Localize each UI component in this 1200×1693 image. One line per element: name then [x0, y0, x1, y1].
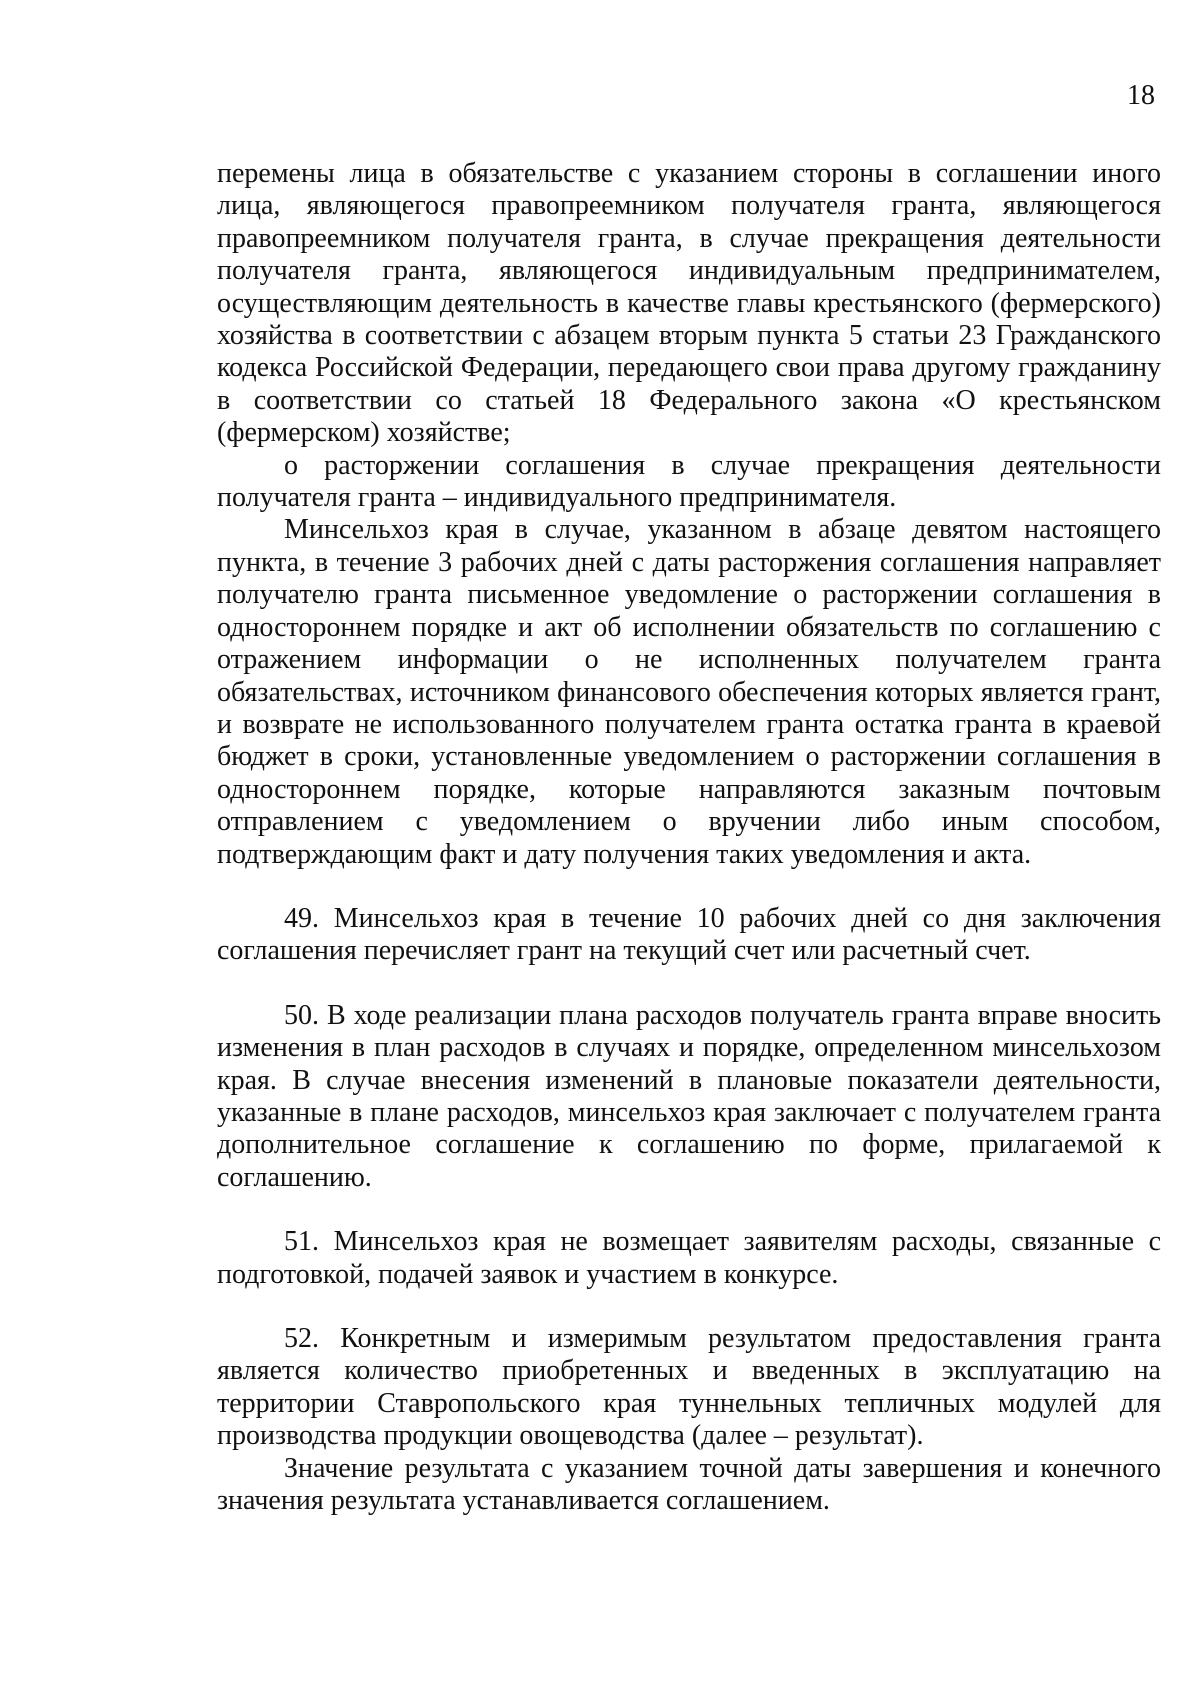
- page-number: 18: [1127, 80, 1155, 111]
- paragraph-item-51: 51. Минсельхоз края не возмещает заявителям расходы, связанные с подготовкой, подачей заявок и участием в конкурсе.: [217, 1226, 1161, 1290]
- paragraph-item-49: 49. Минсельхоз края в течение 10 рабочих дней со дня заключения соглашения перечисляет грант на текущий счет или расчетный счет.: [217, 902, 1161, 967]
- paragraph-item-52: 52. Конкретным и измеримым результатом предоставления гранта является количество приобретенных и введенных в эксплуатацию на территории Ставропольского края туннельных тепличных модулей для производства продукции овощеводства (далее – результат).: [217, 1323, 1161, 1452]
- paragraph-gap: [217, 871, 1161, 903]
- document-body: [217, 158, 1161, 1517]
- paragraph-gap: [217, 968, 1161, 1000]
- paragraph-termination-notice: о расторжении соглашения в случае прекращения деятельности получателя гранта – индивидуального предпринимателя.: [217, 449, 1161, 514]
- paragraph-continuation: перемены лица в обязательстве с указанием стороны в соглашении иного лица, являющегося правопреемником получателя гранта, являющегося правопреемником получателя гранта, в случае прекращения деятельности получателя гранта, являющегося индивидуальным предпринимателем, осуществляющим деятельность в качестве главы крестьянского (фермерского) хозяйства в соответствии с абзацем вторым пункта 5 статьи 23 Гражданского кодекса Российской Федерации, передающего свои права другому гражданину в соответствии со статьей 18 Федерального закона «О крестьянском (фермерском) хозяйстве;: [217, 158, 1161, 449]
- paragraph-gap: [217, 1291, 1161, 1323]
- paragraph-item-50: 50. В ходе реализации плана расходов получатель гранта вправе вносить изменения в план расходов в случаях и порядке, определенном минсельхозом края. В случае внесения изменений в плановые показатели деятельности, указанные в плане расходов, минсельхоз края заключает с получателем гранта дополнительное соглашение к соглашению по форме, прилагаемой к соглашению.: [217, 999, 1161, 1193]
- paragraph-gap: [217, 1194, 1161, 1226]
- paragraph-result-value: Значение результата с указанием точной даты завершения и конечного значения результата устанавливается соглашением.: [217, 1452, 1161, 1517]
- paragraph-ministry-notification: Минсельхоз края в случае, указанном в абзаце девятом настоящего пункта, в течение 3 рабочих дней с даты расторжения соглашения направляет получателю гранта письменное уведомление о расторжении соглашения в одностороннем порядке и акт об исполнении обязательств по соглашению с отражением информации о не исполненных получателем гранта обязательствах, источником финансового обеспечения которых является грант, и возврате не использованного получателем гранта остатка гранта в краевой бюджет в сроки, установленные уведомлением о расторжении соглашения в одностороннем порядке, которые направляются заказным почтовым отправлением с уведомлением о вручении либо иным способом, подтверждающим факт и дату получения таких уведомления и акта.: [217, 514, 1161, 870]
